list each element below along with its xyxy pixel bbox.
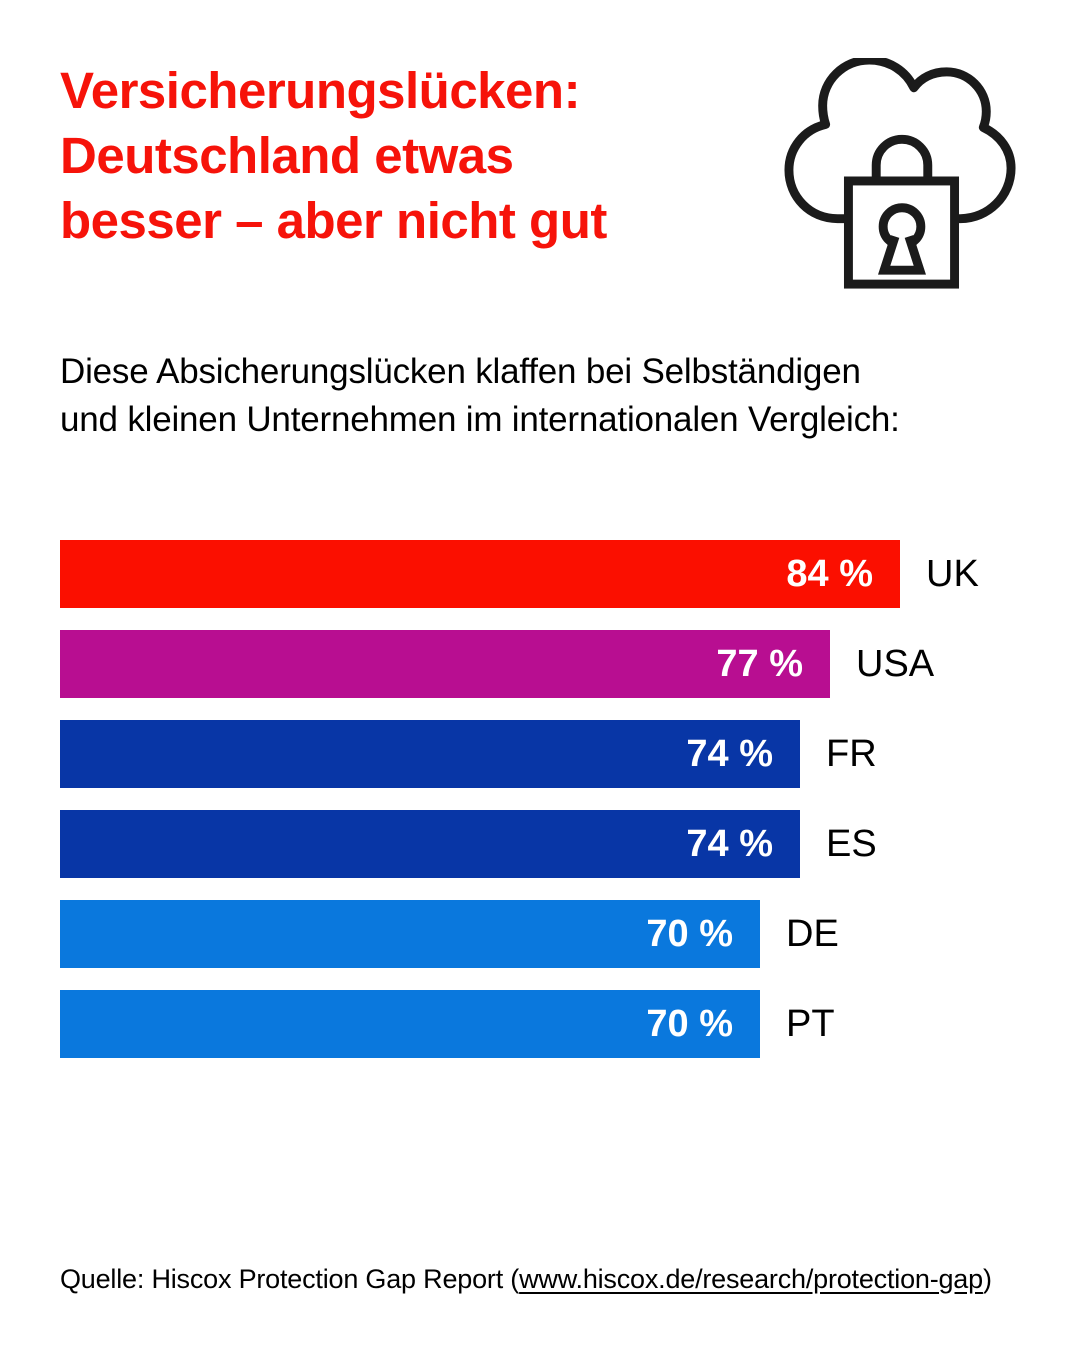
source-line — [60, 1262, 992, 1296]
bar-pt — [60, 990, 760, 1058]
title-line-2: Deutschland etwas — [60, 127, 514, 184]
bar-category-label: PT — [786, 1002, 835, 1045]
bar-row-es — [60, 810, 1020, 878]
bar-value-label: 84 % — [786, 552, 873, 595]
source-suffix: ) — [982, 1264, 992, 1294]
subtitle-line-1: Diese Absicherungslücken klaffen bei Selbständigen — [60, 352, 861, 391]
bar-value-label: 70 % — [646, 912, 733, 955]
bar-chart — [60, 540, 1020, 1058]
subtitle-line-2: und kleinen Unternehmen im internationalen Vergleich: — [60, 400, 900, 439]
bar-value-label: 74 % — [686, 732, 773, 775]
bar-value-label: 74 % — [686, 822, 773, 865]
bar-category-label: DE — [786, 912, 839, 955]
title-line-3: besser – aber nicht gut — [60, 192, 607, 249]
bar-value-label: 77 % — [716, 642, 803, 685]
bar-value-label: 70 % — [646, 1002, 733, 1045]
source-prefix: Quelle: Hiscox Protection Gap Report ( — [60, 1264, 520, 1294]
bar-row-uk — [60, 540, 1020, 608]
header — [60, 58, 1020, 296]
bar-row-usa — [60, 630, 1020, 698]
bar-category-label: ES — [826, 822, 877, 865]
bar-category-label: FR — [826, 732, 877, 775]
source-link[interactable]: www.hiscox.de/research/protection-gap — [519, 1264, 983, 1294]
bar-de — [60, 900, 760, 968]
bar-usa — [60, 630, 830, 698]
title-line-1: Versicherungslücken: — [60, 62, 581, 119]
bar-row-pt — [60, 990, 1020, 1058]
bar-row-fr — [60, 720, 1020, 788]
bar-category-label: USA — [856, 642, 935, 685]
page-title — [60, 58, 607, 253]
bar-es — [60, 810, 800, 878]
bar-row-de — [60, 900, 1020, 968]
keyhole-wedge — [884, 237, 920, 271]
subtitle — [60, 348, 1020, 444]
bar-category-label: UK — [926, 552, 979, 595]
cloud-lock-icon — [782, 58, 1020, 296]
bar-fr — [60, 720, 800, 788]
bar-uk — [60, 540, 900, 608]
